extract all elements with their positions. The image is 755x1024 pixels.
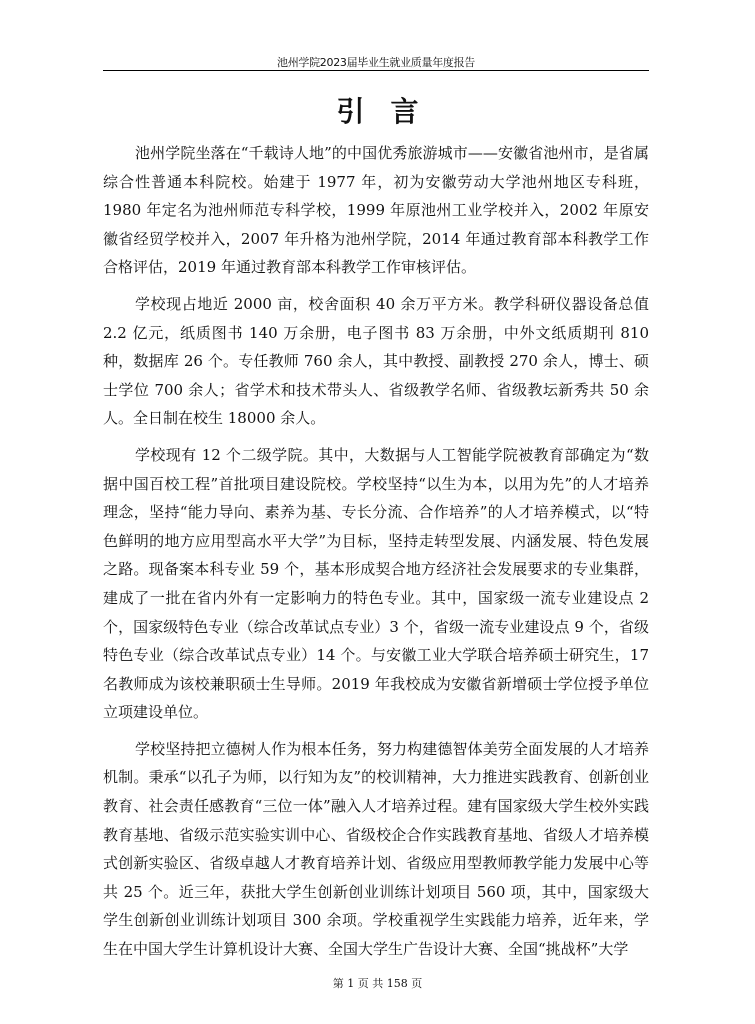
page-number: 第 1 页 共 158 页: [332, 977, 423, 990]
section-title: 引言: [336, 95, 445, 128]
document-body: [103, 139, 649, 972]
paragraph-facilities: 学校现占地近 2000 亩，校舍面积 40 余万平方米。教学科研仪器设备总值 2.2 亿元，纸质图书 140 万余册，电子图书 83 万余册，中外文纸质期刊 810 种，数据库 26 个。专任教师 760 余人，其中教授、副教授 270 余人，博士、硕士学位 700 余人；省学术和技术带头人、省级教学名师、省级教坛新秀共 50 余人。全日制在校生 18000 余人。: [103, 294, 649, 428]
header-divider: [103, 70, 649, 71]
running-header: 池州学院2023届毕业生就业质量年度报告: [277, 56, 475, 69]
paragraph-disciplines: 学校现有 12 个二级学院。其中，大数据与人工智能学院被教育部确定为“数据中国百校工程”首批项目建设院校。学校坚持“以生为本，以用为先”的人才培养理念，坚持“能力导向、素养为基、专长分流、合作培养”的人才培养模式，以“特色鲜明的地方应用型高水平大学”为目标，坚持走转型发展、内涵发展、特色发展之路。现备案本科专业 59 个，基本形成契合地方经济社会发展要求的专业集群，建成了一批在省内外有一定影响力的特色专业。其中，国家级一流专业建设点 2 个，国家级特色专业（综合改革试点专业）3 个，省级一流专业建设点 9 个，省级特色专业（综合改革试点专业）14 个。与安徽工业大学联合培养硕士研究生，17 名教师成为该校兼职硕士生导师。2019 年我校成为安徽省新增硕士学位授予单位立项建设单位。: [103, 445, 649, 722]
paragraph-history: 池州学院坐落在“千载诗人地”的中国优秀旅游城市——安徽省池州市，是省属综合性普通本科院校。始建于 1977 年，初为安徽劳动大学池州地区专科班，1980 年定名为池州师范专科学校，1999 年原池州工业学校并入，2002 年原安徽省经贸学校并入，2007 年升格为池州学院，2014 年通过教育部本科教学工作合格评估，2019 年通过教育部本科教学工作审核评估。: [103, 144, 649, 277]
paragraph-education: 学校坚持把立德树人作为根本任务，努力构建德智体美劳全面发展的人才培养机制。秉承“以孔子为师，以行知为友”的校训精神，大力推进实践教育、创新创业教育、社会责任感教育“三位一体”融入人才培养过程。建有国家级大学生校外实践教育基地、省级示范实验实训中心、省级校企合作实践教育基地、省级人才培养模式创新实验区、省级卓越人才教育培养计划、省级应用型教师教学能力发展中心等共 25 个。近三年，获批大学生创新创业训练计划项目 560 项，其中，国家级大学生创新创业训练计划项目 300 余项。学校重视学生实践能力培养，近年来，学生在中国大学生计算机设计大赛、全国大学生广告设计大赛、全国“挑战杯”大学: [103, 739, 649, 959]
